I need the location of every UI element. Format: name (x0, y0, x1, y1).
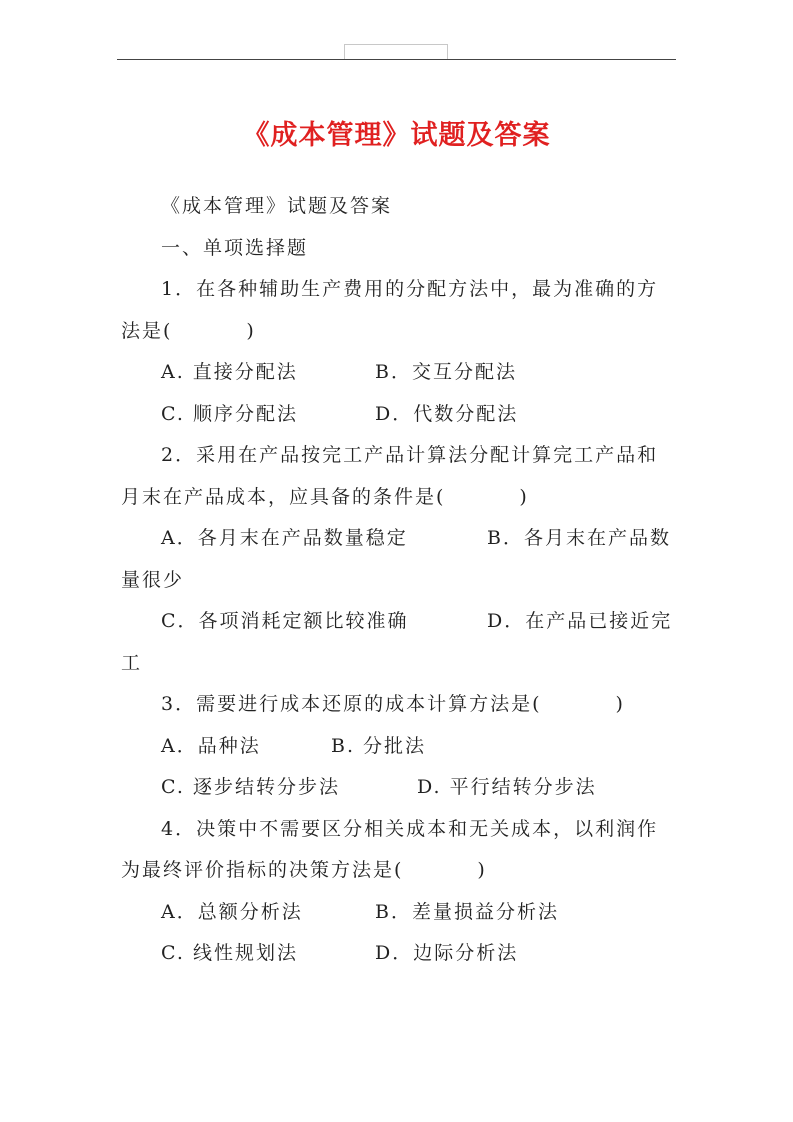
header-rule (117, 59, 676, 60)
question-4-stem-text: 为最终评价指标的决策方法是( (121, 859, 404, 881)
question-1-stem: 1．在各种辅助生产费用的分配方法中，最为准确的方 (161, 278, 659, 300)
option-a: A．各月末在产品数量稳定 (161, 527, 408, 549)
option-a: A. 直接分配法 (161, 361, 298, 383)
option-c: C. 顺序分配法 (161, 402, 298, 425)
option-b: B．差量损益分析法 (375, 900, 559, 923)
question-2-close: ) (519, 485, 529, 508)
question-4-close: ) (477, 859, 487, 881)
header-tab (344, 44, 448, 60)
question-3-options-cd (121, 767, 673, 809)
question-3-options-ab (121, 726, 673, 768)
option-c: C. 线性规划法 (161, 942, 298, 964)
question-3-stem (121, 684, 673, 726)
document-title: 《成本管理》试题及答案 (242, 120, 551, 151)
question-2-stem-text: 月末在产品成本，应具备的条件是( (121, 485, 446, 508)
question-3-stem-text: 3．需要进行成本还原的成本计算方法是( (161, 693, 542, 715)
option-d: D．边际分析法 (375, 942, 519, 964)
option-d: D. 平行结转分步法 (417, 776, 597, 798)
option-a: A．品种法 (161, 734, 261, 757)
subtitle: 《成本管理》试题及答案 (161, 195, 393, 217)
question-2-options-cd (121, 601, 673, 643)
option-a: A．总额分析法 (161, 900, 303, 923)
option-d-cont: 工 (121, 651, 143, 674)
question-4-options-cd (121, 933, 673, 975)
option-b: B．交互分配法 (375, 361, 517, 383)
option-c: C. 逐步结转分步法 (161, 776, 340, 798)
question-1-stem-cont (121, 311, 673, 353)
option-d: D．代数分配法 (375, 402, 519, 425)
option-b-cont: 量很少 (121, 568, 185, 591)
option-b: B. 分批法 (331, 734, 427, 757)
document-body (121, 186, 673, 975)
question-3-close: ) (615, 693, 625, 715)
option-d: D．在产品已接近完 (487, 610, 673, 632)
question-4-options-ab (121, 892, 673, 934)
question-2-stem: 2．采用在产品按完工产品计算法分配计算完工产品和 (161, 444, 659, 466)
question-2-stem-cont (121, 477, 673, 519)
question-4-stem: 4．决策中不需要区分相关成本和无关成本，以利润作 (161, 817, 659, 840)
question-1-stem-text: 法是( (121, 319, 173, 342)
question-4-stem-cont (121, 850, 673, 892)
question-2-options-ab (121, 518, 673, 560)
option-c: C．各项消耗定额比较准确 (161, 610, 409, 632)
question-1-options-ab (121, 352, 673, 394)
question-1-close: ) (246, 319, 256, 342)
section-heading: 一、单项选择题 (161, 236, 309, 259)
option-b: B．各月末在产品数 (487, 527, 671, 549)
question-1-options-cd (121, 394, 673, 436)
